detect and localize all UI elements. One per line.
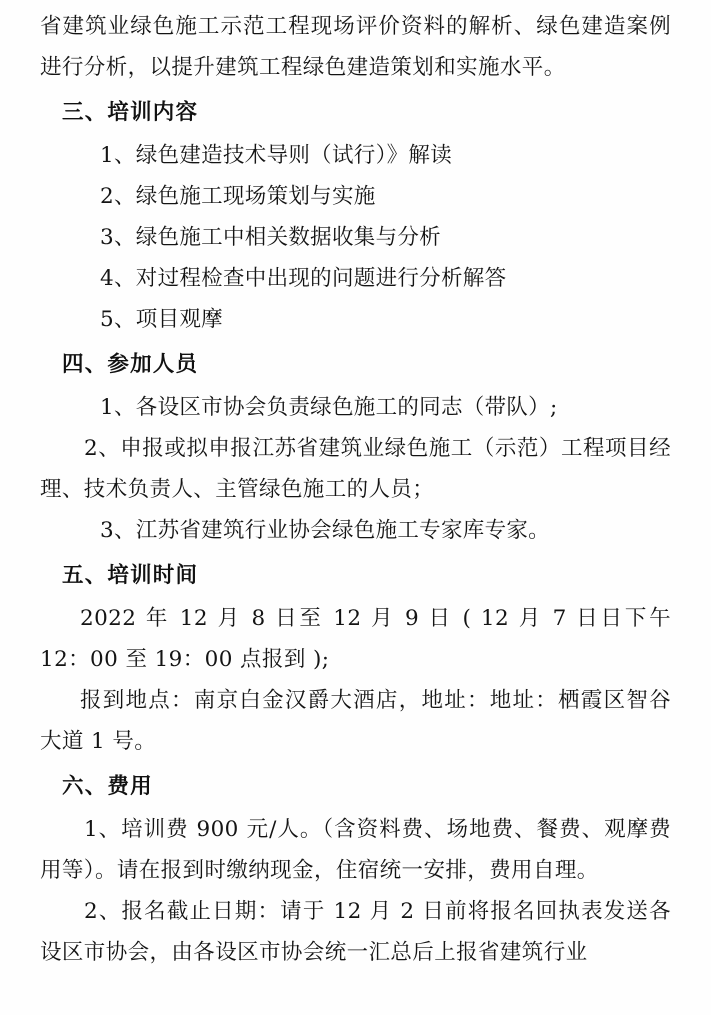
list-item: 2、申报或拟申报江苏省建筑业绿色施工（示范）工程项目经理、技术负责人、主管绿色施工的人员； bbox=[40, 436, 671, 502]
training-time-paragraph: 2022 年 12 月 8 日至 12 月 9 日 ( 12 月 7 日日下午 12：00 至 19：00 点报到 ); bbox=[40, 606, 671, 672]
list-item: 5、项目观摩 bbox=[100, 307, 223, 332]
section-heading-training-content: 三、培训内容 bbox=[62, 100, 199, 125]
list-item: 1、绿色建造技术导则（试行）》解读 bbox=[100, 143, 453, 168]
list-item: 3、绿色施工中相关数据收集与分析 bbox=[100, 225, 441, 250]
fee-paragraph: 1、培训费 900 元/人。（含资料费、场地费、餐费、观摩费用等）。请在报到时缴纳现金，住宿统一安排，费用自理。 bbox=[40, 817, 671, 883]
list-item: 1、各设区市协会负责绿色施工的同志（带队）; bbox=[100, 395, 558, 420]
section-heading-participants: 四、参加人员 bbox=[62, 352, 199, 377]
training-location-paragraph: 报到地点：南京白金汉爵大酒店，地址：地址：栖霞区智谷大道 1 号。 bbox=[40, 688, 671, 754]
section-heading-fee: 六、费用 bbox=[62, 774, 153, 799]
continuation-paragraph: 省建筑业绿色施工示范工程现场评价资料的解析、绿色建造案例进行分析，以提升建筑工程绿色建造策划和实施水平。 bbox=[40, 14, 671, 80]
list-item: 4、对过程检查中出现的问题进行分析解答 bbox=[100, 266, 507, 291]
registration-deadline-paragraph: 2、报名截止日期：请于 12 月 2 日前将报名回执表发送各设区市协会，由各设区市协会统一汇总后上报省建筑行业 bbox=[40, 899, 671, 965]
section-heading-training-time: 五、培训时间 bbox=[62, 563, 199, 588]
list-item: 3、江苏省建筑行业协会绿色施工专家库专家。 bbox=[100, 518, 550, 543]
list-item: 2、绿色施工现场策划与实施 bbox=[100, 184, 376, 209]
